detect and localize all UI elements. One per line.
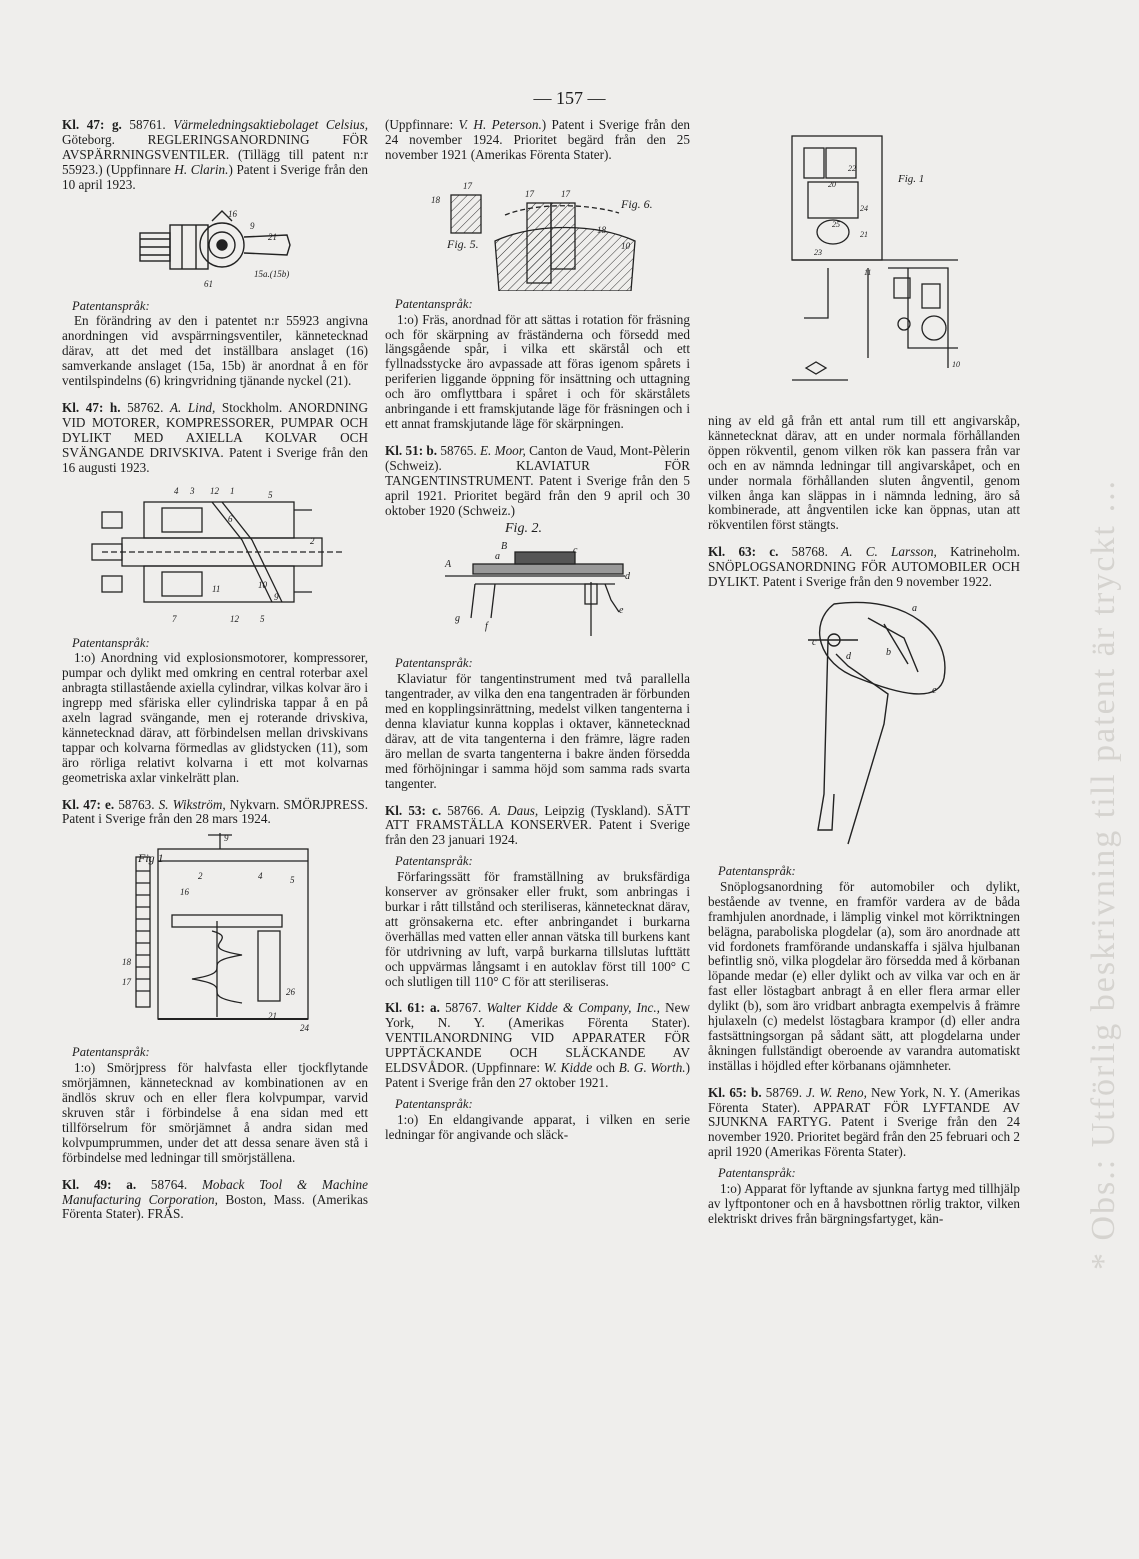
figure-milling-cutter [385, 167, 690, 291]
inventor: A. C. Larsson, [841, 544, 937, 560]
inventor: E. Moor, [479, 442, 526, 458]
figure-label: 3 [190, 485, 195, 496]
entry-58761 [62, 118, 368, 389]
class-label: Kl. 65: b. [708, 1084, 762, 1100]
figure-motor [62, 480, 368, 630]
patent-number: 58768. [791, 544, 828, 560]
patent-number: 58761. [129, 117, 166, 132]
figure-label: 21 [268, 231, 277, 242]
claim-heading: Patentanspråk: [718, 863, 796, 878]
patent-number: 58765. [440, 442, 477, 458]
entry-text: New York, N. Y. (Amerikas Förenta Stater). APPARAT FÖR LYFTANDE AV SJUNKNA FARTYG. Patent i Sverige från den 24 november 1920. Prioritet begärd från den 25 februari och 2 april 1920 (Amerikas Förenta Stater). [708, 1084, 1021, 1160]
figure-label: A [445, 559, 452, 571]
figure-label: 11 [212, 583, 221, 594]
claim-heading: Patentanspråk: [72, 298, 150, 313]
figure-label: b [886, 646, 891, 658]
inventor: A. Lind, [169, 399, 216, 415]
column-2 [385, 118, 690, 1143]
entry-text: Katrineholm. SNÖPLOGSANORDNING FÖR AUTOMOBILER OCH DYLIKT. Patent i Sverige från den 9 november 1922. [708, 544, 1021, 590]
figure-label: 16 [228, 208, 237, 219]
figure-label: 24 [860, 204, 868, 213]
patent-number: 58762. [127, 399, 164, 415]
entry-58765 [385, 444, 690, 792]
figure-label: 5 [290, 875, 295, 886]
figure-label: c [812, 636, 817, 648]
entry-text: Leipzig (Tyskland). SÄTT ATT FRAMSTÄLLA KONSERVER. Patent i Sverige från den 23 januari 1924. [385, 802, 691, 848]
claim-text: 1:o) Smörjpress för halvfasta eller tjockflytande smörjämnen, kännetecknad av kombinationen av en ändlös skruv och en eller flera kolvpumpar, varvid skruven står i förbindelse å ena sidan med ett tillförselrum för smörjämnet å andra sidan med kolvpumprummen, under det att dessa senare även stå i förbindelse med ledningar till smörjställena. [62, 1060, 368, 1165]
entry-58762 [62, 401, 368, 786]
figure-label: 12 [230, 613, 239, 624]
figure-label: 10 [952, 360, 960, 369]
claim-heading: Patentanspråk: [395, 656, 473, 671]
claim-text: Klaviatur för tangentinstrument med två parallella tangentrader, av vilka den ena tangentraden är förbunden med en kopplingsinrättning, medelst vilken tangenterna i denna klaviatur kunna kopplas i oktaver, kännetecknad därav, att de vita tangenterna i den främre, lägre raden äro mellan de svarta tangenterna i bakre änden försedda med förhöjningar i samma höjd som samma rads svarta tangenter. [385, 671, 690, 791]
keyboard-drawing [385, 522, 690, 650]
entry-text: (Uppfinnare: [385, 117, 454, 132]
entry-58764-cont [385, 118, 690, 432]
claim-text: 1:o) Apparat för lyftande av sjunkna fartyg med tillhjälp av lyftpontoner och en å havsbottnen rörlig traktor, vilken elektriskt drives från bärgningsfartyget, kän- [708, 1181, 1020, 1226]
inventor: J. W. Reno, [806, 1084, 867, 1100]
figure-label: 20 [828, 180, 836, 189]
entry-text: ) Patent i Sverige från den 24 november 1924. Prioritet begärd från den 25 november 1921 (Amerikas Förenta Stater). [385, 117, 690, 162]
figure-label: Fig. 2. [505, 521, 542, 537]
figure-label: 12 [210, 485, 219, 496]
figure-keyboard [385, 522, 690, 650]
figure-label: 9 [224, 833, 229, 844]
figure-label: 10 [258, 579, 267, 590]
claim-heading: Patentanspråk: [395, 854, 473, 869]
figure-fire-detector [708, 118, 1020, 398]
figure-label: 18 [431, 194, 440, 205]
inventor: V. H. Peterson. [458, 117, 542, 132]
claim-heading: Patentanspråk: [718, 1166, 796, 1181]
figure-label: 18 [597, 224, 606, 235]
figure-label: 4 [258, 871, 263, 882]
patent-number: 58763. [118, 796, 155, 812]
claim-text: 1:o) Fräs, anordnad för att sättas i rotation för fräsning och för skärpning av fräständerna och försedd med längsgående spår, i vilka ett skärstål och ett fyllnadsstycke äro avpassade att föras igenom spårets i periferien liggande öppning för insättning och uttagning och äro omflyttbara i spåret i och för skärstålets anbringande i ett framskjutande läge för fräsningen och i ett annat framskjutande läge för skärpningen. [385, 311, 690, 431]
claim-text: 1:o) En eldangivande apparat, i vilken en serie ledningar för angivande och släck- [385, 1111, 690, 1142]
figure-label: Fig 1 [138, 851, 164, 866]
class-label: Kl. 47: g. [62, 117, 122, 132]
entry-58763 [62, 798, 368, 1166]
fire-detector-drawing [708, 118, 1020, 398]
figure-label: 17 [561, 188, 570, 199]
entry-text: Stockholm. ANORDNING VID MOTORER, KOMPRESSORER, PUMPAR OCH DYLIKT MED AXIELLA KOLVAR OCH SVÄNGANDE DRIVSKIVA. Patent i Sverige från den 16 augusti 1923. [62, 399, 369, 475]
figure-label: 26 [286, 987, 295, 998]
figure-label: 17 [463, 180, 472, 191]
figure-label: 15a.(15b) [254, 268, 290, 279]
column-1 [62, 118, 368, 1222]
side-stamp: * Obs.: Utförlig beskrivning till patent är tryckt … [1085, 477, 1122, 1270]
patent-number: 58769. [765, 1084, 802, 1100]
figure-label: 9 [274, 591, 279, 602]
figure-label: 6 [228, 513, 233, 524]
applicant: Walter Kidde & Company, Inc., [486, 1000, 660, 1016]
class-label: Kl. 63: c. [708, 544, 779, 560]
entry-58769 [708, 1086, 1020, 1227]
figure-label: 10 [621, 240, 630, 251]
figure-label: 23 [814, 248, 822, 257]
column-3 [708, 118, 1020, 1227]
milling-cutter-drawing [385, 167, 690, 291]
inventor: H. Clarin. [174, 161, 229, 177]
claim-text: Förfaringssätt för framställning av bruksfärdiga konserver av grönsaker eller frukt, som anbringas i burkar i rått tillstånd och steriliseras, kännetecknat därav, att grönsakerna etc. efter anbringandet i burkarna överhällas med vatten eller annan vätska till burkens kant för utdrivning av luft, varpå burkarna tillslutas lufttätt och uppvärmas långsamt i en autoklav först till 100° C och slutligen till 110° C för att steriliseras. [385, 869, 690, 989]
patent-number: 58767. [445, 1000, 482, 1016]
entry-text: Göteborg. REGLERINGSANORDNING FÖR AVSPÄRRNINGSVENTILER. (Tillägg till patent n:r 55923.) (Uppfinnare [62, 131, 368, 177]
figure-label: 2 [310, 535, 315, 546]
valve-drawing [62, 197, 368, 293]
figure-label: e [932, 684, 937, 696]
figure-label: 5 [260, 613, 265, 624]
figure-label: 21 [860, 230, 868, 239]
figure-label: Fig. 5. [447, 236, 479, 251]
claim-heading: Patentanspråk: [395, 296, 473, 311]
figure-label: 11 [864, 268, 872, 277]
entry-text: och [595, 1060, 616, 1076]
entry-text: Boston, Mass. (Amerikas Förenta Stater). FRÄS. [62, 1191, 368, 1222]
patent-number: 58766. [447, 802, 484, 818]
inventor: W. Kidde [543, 1060, 593, 1076]
figure-label: 16 [180, 887, 189, 898]
entry-text: ning av eld gå från ett antal rum till ett angivarskåp, kännetecknat därav, att en under normala förhållanden öppen rökventil, genom vilken rök kan passera från var och en av nämnda ledningar till angivarskåpet, och en under normala förhållanden sluten ångventil, genom vilken ånga kan släppas in i nämnda ledning, äro så kombinerade, att ångventilen icke kan öppnas, utan att rökventilen först stängts. [708, 413, 1020, 533]
snowplow-drawing [708, 594, 1020, 858]
claim-text: 1:o) Anordning vid explosionsmotorer, kompressorer, pumpar och dylikt med omkring en central roterbar axel anbragta stillastående axiella cylindrar, vilkas kolvar äro i ingrepp med sfäriska eller cylindriska tappar å en på axeln lagrad svängande, men ej roterande drivskiva, kännetecknad därav, att förbindelsen mellan drivskivans tappar och kolvarna förmedlas av glidstycken (11), som äro rörliga relativt kolvarna i ett mot kolvarnas geometriska axlar vinkelrätt plan. [62, 650, 368, 785]
class-label: Kl. 47: e. [62, 796, 115, 812]
entry-text: ) Patent i Sverige från den 10 april 1923. [62, 161, 368, 192]
class-label: Kl. 49: a. [62, 1176, 137, 1192]
figure-label: 17 [122, 977, 131, 988]
figure-snowplow [708, 594, 1020, 858]
figure-label: B [501, 541, 508, 553]
figure-label: 24 [300, 1023, 309, 1034]
figure-label: 21 [268, 1011, 277, 1022]
entry-text: ) Patent i Sverige från den 27 oktober 1921. [385, 1060, 690, 1090]
figure-label: f [485, 621, 488, 633]
class-label: Kl. 51: b. [385, 442, 438, 458]
figure-label: 9 [250, 220, 255, 231]
figure-label: a [912, 602, 917, 614]
figure-label: g [455, 613, 460, 625]
motor-drawing [62, 480, 368, 630]
figure-label: 4 [174, 485, 179, 496]
entry-text: Nykvarn. SMÖRJPRESS. Patent i Sverige från den 28 mars 1924. [62, 796, 368, 827]
figure-label: 7 [172, 613, 177, 624]
applicant: Värmeledningsaktiebolaget Celsius, [173, 117, 368, 132]
figure-label: 61 [204, 278, 213, 289]
figure-label: 17 [525, 188, 534, 199]
entry-58768 [708, 545, 1020, 1073]
figure-label: d [625, 571, 630, 583]
figure-label: 18 [122, 957, 131, 968]
claim-text: En förändring av den i patentet n:r 55923 angivna anordningen vid avspärrningsventiler, kännetecknad därav, att det med det inställbara anslaget (16) samverkande anslaget (15a, 15b) är anordnat å en för ventilspindelns (6) kringvridning tjänande nyckel (21). [62, 313, 368, 389]
figure-label: Fig. 1 [898, 173, 925, 185]
claim-heading: Patentanspråk: [395, 1096, 473, 1111]
inventor: B. G. Worth. [618, 1060, 686, 1076]
figure-label: 22 [848, 164, 856, 173]
claim-text: Snöplogsanordning för automobiler och dylikt, bestående av tvenne, en framför vardera av de båda framhjulen anordnade, i lämplig vinkel mot körriktningen belägna, paraboliska plogdelar (a), som äro anordnade att vid fordonets framförande undanskaffa i själva hjulbanan befintlig snö, vilka plogdelar äro försedda med å körbanan löpande medar (e) eller dylikt och av vilka var och en är fast eller löstagbart anbragt å en eller flera armar eller dylikt (b), som äro vridbart anbragta exempelvis å främre hjulaxeln (c) medelst löstagbara krampor (d) eller andra fastsättningsorgan på sådant sätt, att plogdelarna under åkningen fullständigt oberoende av varandra automatiskt inställas i höjdled efter körbanans ojämnheter. [708, 878, 1020, 1073]
figure-label: d [846, 650, 851, 662]
figure-label: c [573, 545, 578, 557]
figure-label: e [619, 605, 624, 617]
entry-58764 [62, 1178, 368, 1223]
figure-valve [62, 197, 368, 293]
claim-heading: Patentanspråk: [72, 635, 150, 650]
figure-label: 5 [268, 489, 273, 500]
figure-label: 25 [832, 220, 840, 229]
figure-label: Fig. 6. [621, 196, 653, 211]
class-label: Kl. 61: a. [385, 1000, 440, 1016]
entry-text: Canton de Vaud, Mont-Pèlerin (Schweiz). KLAVIATUR FÖR TANGENTINSTRUMENT. Patent i Sverige från den 5 april 1921. Prioritet begärd från den 9 april och 30 oktober 1920 (Schweiz.) [385, 442, 691, 518]
figure-lubricator [62, 831, 368, 1039]
figure-label: 2 [198, 871, 203, 882]
entry-text: New York, N. Y. (Amerikas Förenta Stater). VENTILANORDNING VID APPARATER FÖR UPPTÄCKANDE OCH SLÄCKANDE AV ELDSVÅDOR. (Uppfinnare: [385, 1000, 690, 1076]
entry-58766 [385, 804, 690, 990]
page-number: — 157 — [533, 88, 606, 108]
inventor: S. Wikström, [158, 796, 226, 812]
lubricator-drawing [62, 831, 368, 1039]
class-label: Kl. 47: h. [62, 399, 121, 415]
applicant: Moback Tool & Machine Manufacturing Corporation, [62, 1176, 369, 1207]
figure-label: 1 [230, 485, 235, 496]
figure-label: a [495, 551, 500, 563]
claim-heading: Patentanspråk: [72, 1045, 150, 1060]
patent-number: 58764. [150, 1176, 188, 1192]
inventor: A. Daus, [489, 802, 539, 818]
entry-58767 [385, 1001, 690, 1142]
class-label: Kl. 53: c. [385, 802, 442, 818]
